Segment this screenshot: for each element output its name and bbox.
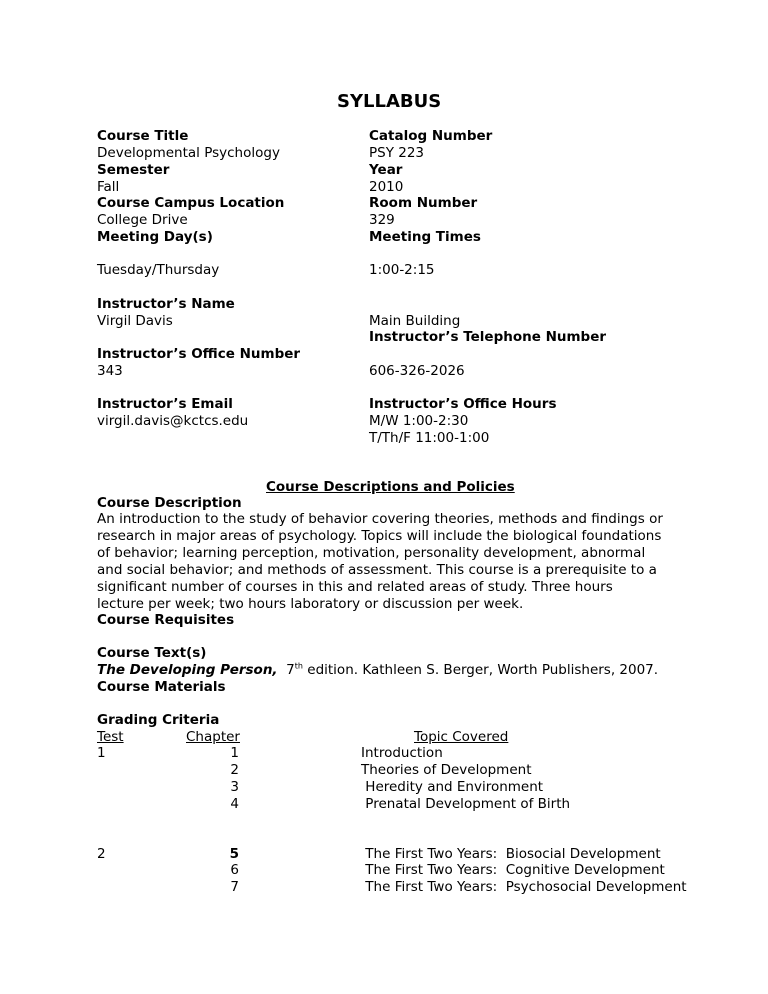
course-text-citation (97, 662, 658, 679)
topic-text: The First Two Years: Cognitive Development (361, 862, 665, 878)
text-rest: edition. Kathleen S. Berger, Worth Publishers, 2007. (302, 662, 659, 678)
course-texts-label: Course Text(s) (97, 645, 207, 661)
test-number: 1 (97, 745, 106, 761)
room-number-value: 329 (369, 212, 395, 228)
course-description-label: Course Description (97, 495, 242, 511)
chapter-number: 4 (230, 796, 239, 812)
chapter-number: 3 (230, 779, 239, 795)
course-description-text: An introduction to the study of behavior covering theories, methods and findings or research in major areas of psychology. Topics will include the biological foundations of behavior; learning perception, motivation, personality development, abnormal and social behavior; and methods of assessment. This course is a prerequisite to a significant number of courses in this and related areas of study. Three hours lecture per week; two hours laboratory or discussion per week. (97, 511, 663, 612)
email-value: virgil.davis@kctcs.edu (97, 413, 249, 429)
office-hours-label: Instructor’s Office Hours (369, 396, 557, 412)
meeting-days-label: Meeting Day(s) (97, 229, 213, 245)
catalog-number-value: PSY 223 (369, 145, 425, 161)
text-edition-suffix: th (294, 661, 303, 671)
test-number: 2 (97, 846, 106, 862)
office-number-value: 343 (97, 363, 123, 379)
chapter-number: 5 (229, 846, 239, 862)
email-label: Instructor’s Email (97, 396, 233, 412)
location-value: College Drive (97, 212, 188, 228)
chapter-number: 7 (230, 879, 239, 895)
header-test: Test (97, 729, 124, 745)
topic-text: Heredity and Environment (361, 779, 544, 795)
page-title: SYLLABUS (337, 91, 442, 112)
course-requisites-label: Course Requisites (97, 612, 235, 628)
topic-text: Introduction (361, 745, 443, 761)
room-number-label: Room Number (369, 195, 478, 211)
semester-value: Fall (97, 179, 120, 195)
office-hours-line-1: M/W 1:00-2:30 (369, 413, 469, 429)
grading-criteria-label: Grading Criteria (97, 712, 220, 728)
text-edition-number: 7 (286, 662, 295, 678)
office-hours-line-2: T/Th/F 11:00-1:00 (369, 430, 490, 446)
building-value: Main Building (369, 313, 461, 329)
catalog-number-label: Catalog Number (369, 128, 493, 144)
header-topic: Topic Covered (414, 729, 509, 745)
telephone-label: Instructor’s Telephone Number (369, 329, 607, 345)
chapter-number: 1 (230, 745, 239, 761)
policies-heading: Course Descriptions and Policies (266, 479, 515, 495)
topic-text: Theories of Development (361, 762, 532, 778)
text-title: The Developing Person, (97, 662, 278, 678)
topic-text: The First Two Years: Psychosocial Development (361, 879, 687, 895)
instructor-name-value: Virgil Davis (97, 313, 173, 329)
semester-label: Semester (97, 162, 170, 178)
year-value: 2010 (369, 179, 404, 195)
location-label: Course Campus Location (97, 195, 285, 211)
course-title-value: Developmental Psychology (97, 145, 280, 161)
instructor-name-label: Instructor’s Name (97, 296, 235, 312)
header-chapter: Chapter (186, 729, 240, 745)
meeting-times-value: 1:00-2:15 (369, 262, 435, 278)
chapter-number: 6 (230, 862, 239, 878)
telephone-value: 606-326-2026 (369, 363, 465, 379)
meeting-times-label: Meeting Times (369, 229, 481, 245)
chapter-number: 2 (230, 762, 239, 778)
course-title-label: Course Title (97, 128, 189, 144)
course-materials-label: Course Materials (97, 679, 226, 695)
topic-text: The First Two Years: Biosocial Development (361, 846, 661, 862)
year-label: Year (369, 162, 403, 178)
topic-text: Prenatal Development of Birth (361, 796, 571, 812)
office-number-label: Instructor’s Office Number (97, 346, 301, 362)
meeting-days-value: Tuesday/Thursday (97, 262, 220, 278)
